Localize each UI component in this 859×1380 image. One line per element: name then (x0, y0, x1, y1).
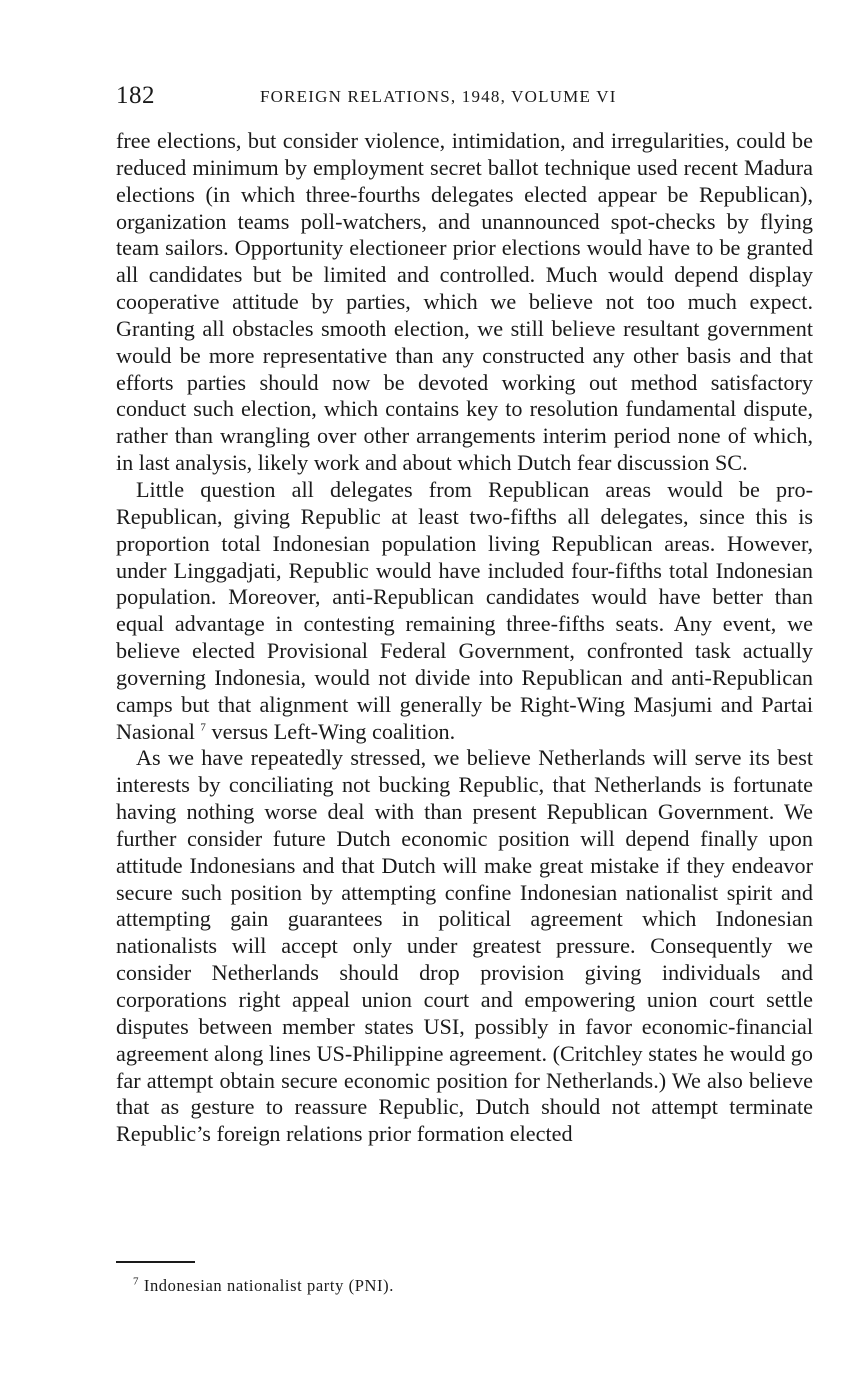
running-head (116, 82, 813, 112)
footnote-marker: 7 (133, 1275, 140, 1288)
footnote-divider (116, 1261, 195, 1263)
paragraph-delegates-text: Little question all delegates from Republican areas would be pro-Republican, giving Republic at least two-fifths all delegates, since this is proportion total Indonesian population living Republican areas. However, under Linggadjati, Republic would have included four-fifths total Indonesian population. Moreover, anti-Republican candidates would have better than equal advantage in contesting remaining three-fifths seats. Any event, we believe elected Provisional Federal Government, confronted task actually governing Indonesia, would not divide into Republican and anti-Republican camps but that alignment will generally be Right-Wing Masjumi and Partai Nasional (116, 476, 813, 744)
paragraph-delegates (116, 477, 813, 745)
paragraph-netherlands: As we have repeatedly stressed, we believe Netherlands will serve its best interests by conciliating not bucking Republic, that Netherlands is fortunate having nothing worse deal with than present Republican Government. We further consider future Dutch economic position will depend finally upon attitude Indonesians and that Dutch will make great mistake if they endeavor secure such position by attempting confine Indonesian nationalist spirit and attempting gain guarantees in political agreement which Indonesian nationalists will accept only under greatest pressure. Consequently we consider Netherlands should drop provision giving individuals and corporations right appeal union court and empowering union court settle disputes between member states USI, possibly in favor economic-financial agreement along lines US-Philippine agreement. (Critchley states he would go far attempt obtain secure economic position for Netherlands.) We also believe that as gesture to reassure Republic, Dutch should not attempt terminate Republic’s foreign relations prior formation elected (116, 745, 813, 1147)
paragraph-continued: free elections, but consider violence, intimidation, and irregularities, could be reduced minimum by employment secret ballot technique used recent Madura elections (in which three-fourths delegates elected appear be Republican), organization teams poll-watchers, and unannounced spot-checks by flying team sailors. Opportunity electioneer prior elections would have to be granted all candidates but be limited and controlled. Much would depend display cooperative attitude by parties, which we believe not too much expect. Granting all obstacles smooth election, we still believe resultant government would be more representative than any constructed any other basis and that efforts parties should now be devoted working out method satisfactory conduct such election, which contains key to resolution fundamental dispute, rather than wrangling over other arrangements interim period none of which, in last analysis, likely work and about which Dutch fear discussion SC. (116, 128, 813, 476)
footnote (133, 1276, 394, 1296)
running-title: FOREIGN RELATIONS, 1948, VOLUME VI (260, 87, 617, 106)
footnote-reference: 7 (200, 721, 206, 734)
footnote-text: Indonesian nationalist party (PNI). (143, 1276, 394, 1295)
body-text (116, 128, 813, 1148)
page-number: 182 (116, 82, 155, 109)
paragraph-delegates-tail: versus Left-Wing coalition. (211, 718, 456, 744)
